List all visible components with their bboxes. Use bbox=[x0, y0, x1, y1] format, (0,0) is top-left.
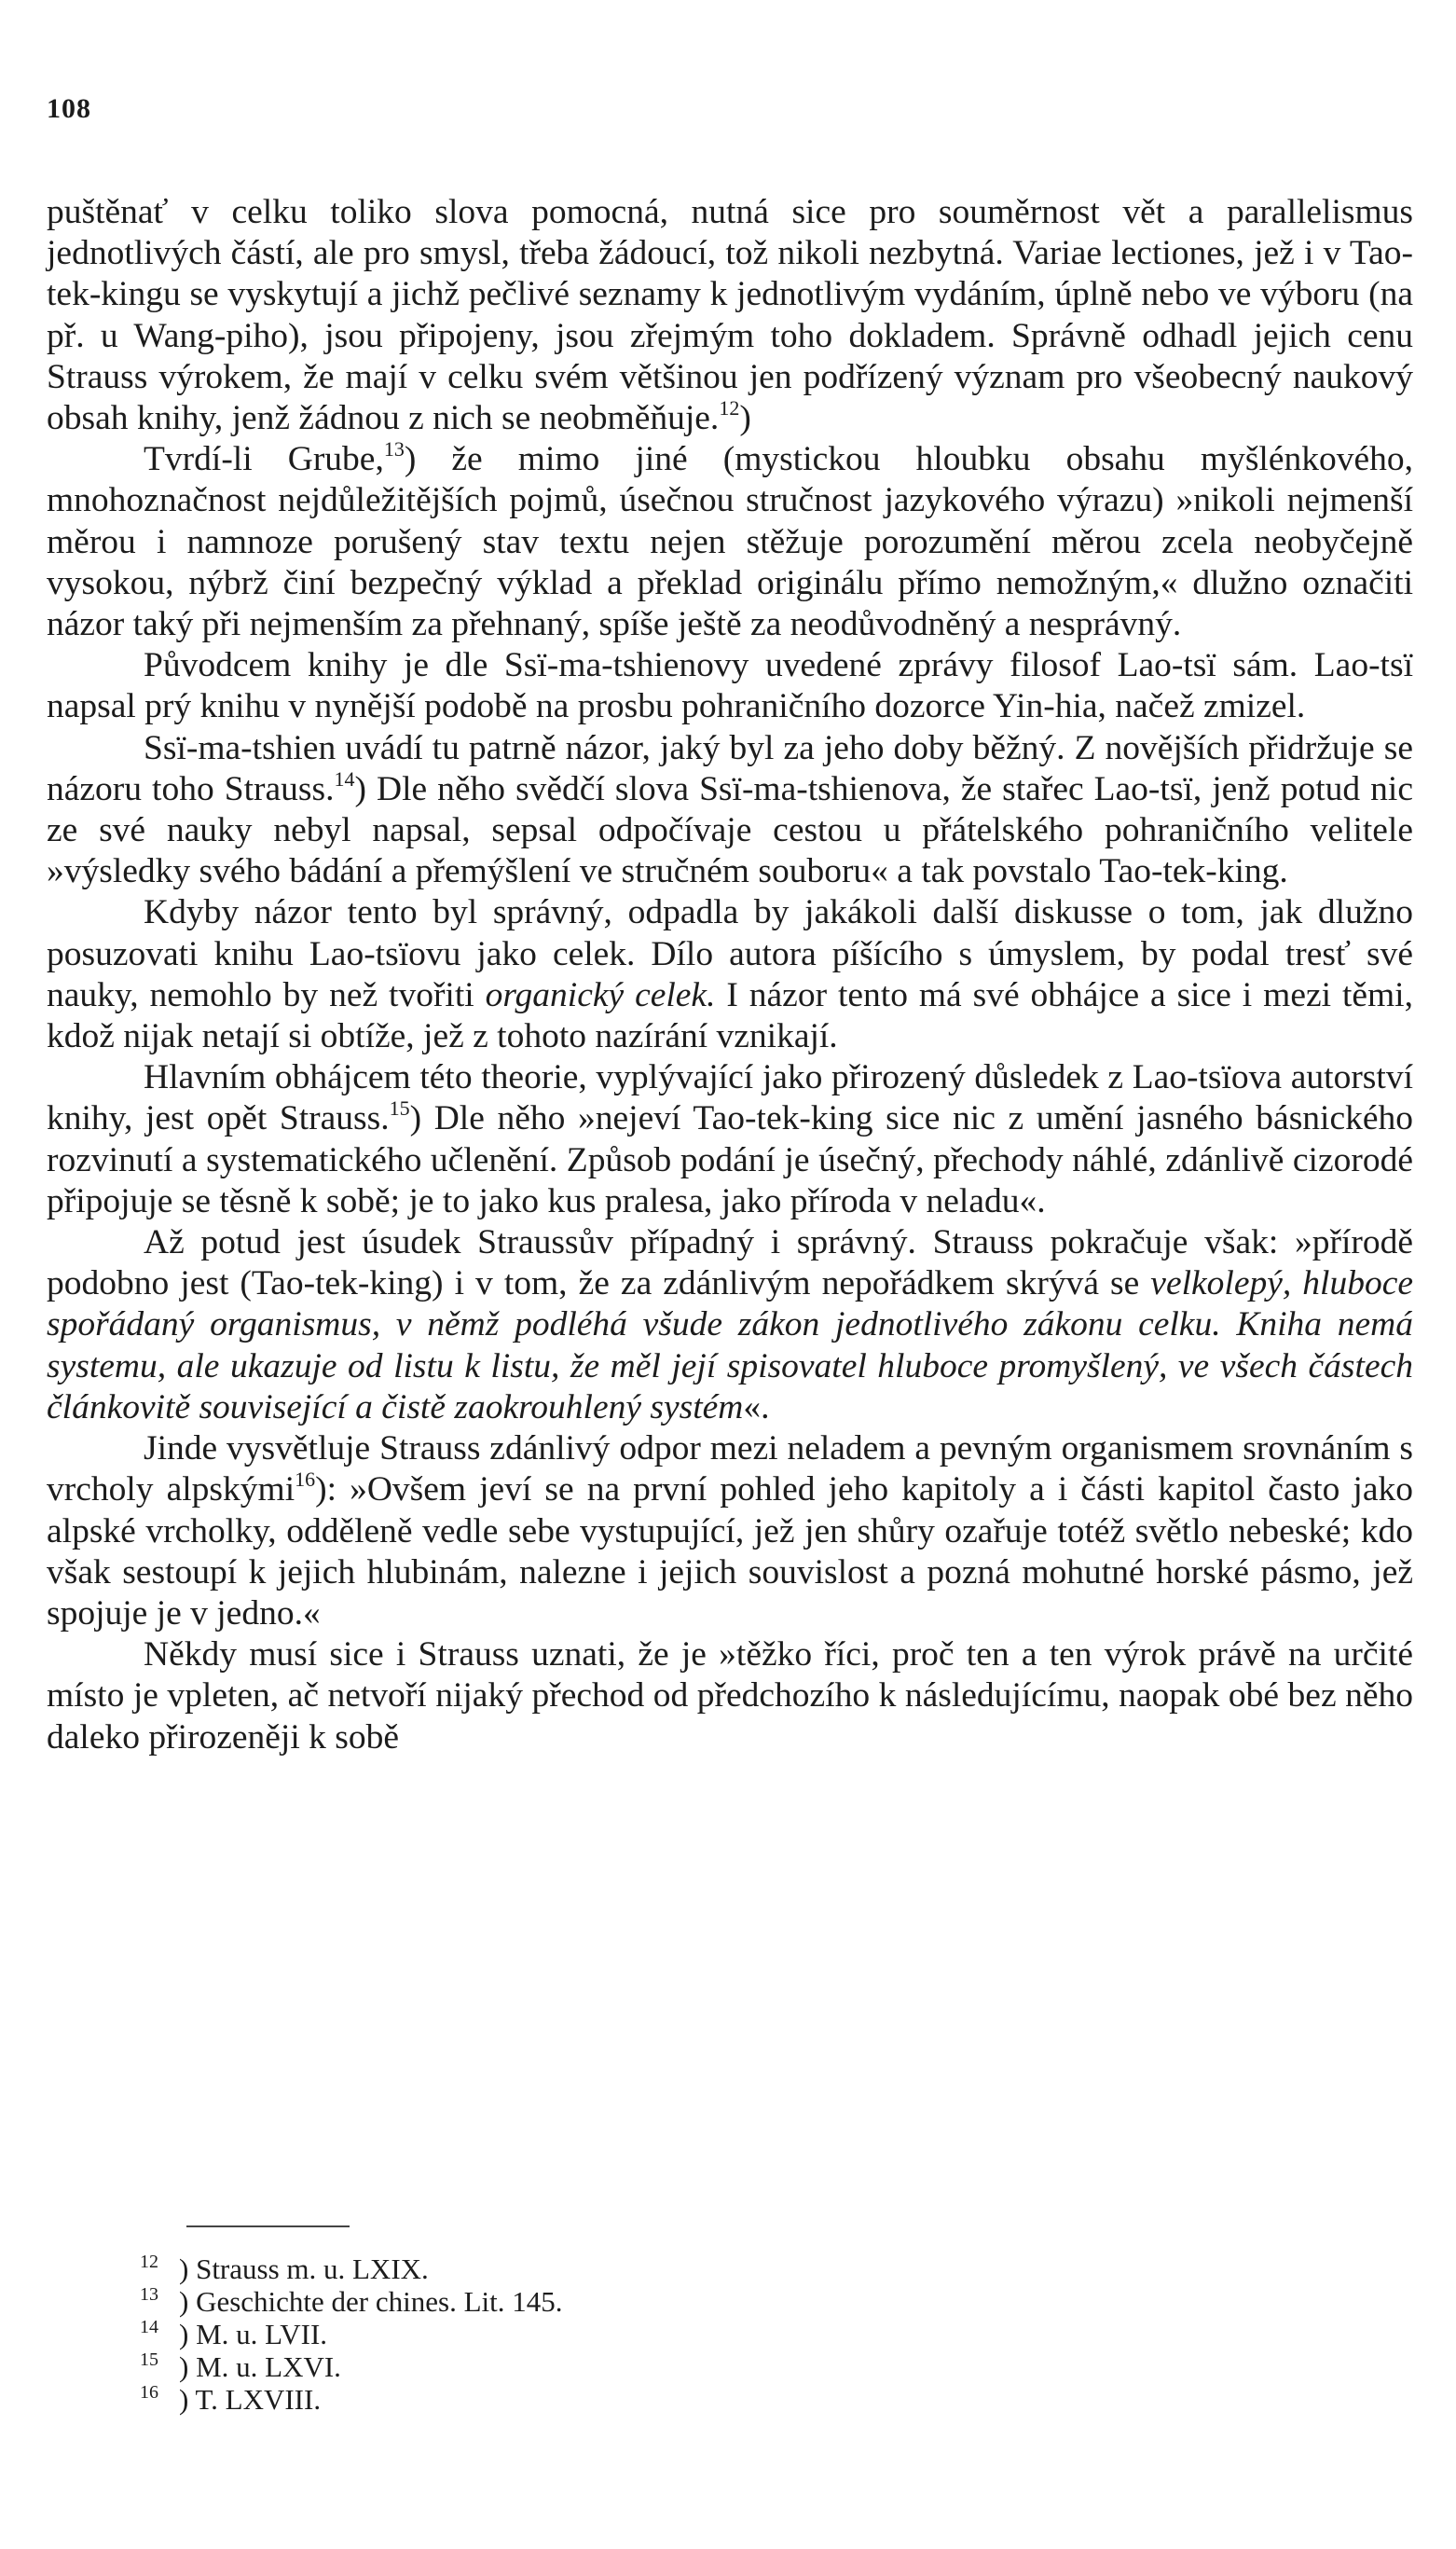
emphasis: velkolepý, hluboce spořádaný organismus, v němž podléhá všude zákon jednotlivého zákonu celku. Kniha nemá systemu, ale ukazuje od listu k listu, že měl její spisovatel hluboce promyšlený, ve všech částech článkovitě související a čistě zaokrouhlený systém bbox=[47, 1264, 1413, 1426]
footnote: 14 ) M. u. LVII. bbox=[140, 2317, 328, 2350]
footnote-ref: 15 bbox=[389, 1096, 410, 1121]
footnote: 16 ) T. LXVIII. bbox=[140, 2382, 322, 2416]
footnote-ref: 13 bbox=[383, 437, 405, 462]
paragraph: Ssï-ma-tshien uvádí tu patrně názor, jaký byl za jeho doby běžný. Z novějších přidržuje se názoru toho Strauss.$^{14}$) Dle něho svědčí slova Ssï-ma-tshienova, že stařec Lao-tsï, jenž potud nic ze své nauky nebyl napsal, sepsal odpočívaje cestou u přátelského pohraničního velitele »výsledky svého bádání a přemýšlení ve stručném souboru« a tak povstalo Tao-tek-king. bbox=[47, 728, 1413, 891]
paragraph: Jinde vysvětluje Strauss zdánlivý odpor mezi neladem a pevným organismem srovnáním s vrcholy alpskými$^{16}$): »Ovšem jeví se na první pohled jeho kapitoly a i části kapitol často jako alpské vrcholky, odděleně vedle sebe vystupující, jež jen shůry ozařuje totéž světlo nebeské; kdo však sestoupí k jejich hlubinám, nalezne i jejich souvislost a pozná mohutné horské pásmo, jež spojuje je v jedno.« bbox=[47, 1429, 1413, 1633]
paragraph: puštěnať v celku toliko slova pomocná, nutná sice pro souměrnost vět a parallelismus jednotlivých částí, ale pro smysl, třeba žádoucí, tož nikoli nezbytná. Variae lectiones, jež i v Tao-tek-kingu se vyskytují a jichž pečlivé seznamy k jednotlivým vydáním, úplně nebo ve výboru (na př. u Wang-piho), jsou připojeny, jsou zřejmým toho dokladem. Správně odhadl jejich cenu Strauss výrokem, že mají v celku svém většinou jen podřízený význam pro všeobecný naukový obsah knihy, jenž žádnou z nich se neobměňuje.$^{12}$) bbox=[47, 193, 1413, 438]
body-text bbox=[47, 192, 1413, 1758]
footnote-ref: 14 bbox=[334, 766, 355, 791]
paragraph: Tvrdí-li Grube,$^{13}$) že mimo jiné (mystickou hloubku obsahu myšlénkového, mnohoznačnost nejdůležitějších pojmů, úsečnou stručnost jazykového výrazu) »nikoli nejmenší měrou i namnoze porušený stav textu nejen stěžuje porozumění měrou zcela neobyčejně vysokou, nýbrž činí bezpečný výklad a překlad originálu přímo nemožným,« dlužno označiti názor taký při nejmenším za přehnaný, spíše ještě za neodůvodněný a nesprávný. bbox=[47, 437, 1413, 644]
footnote: 12 ) Strauss m. u. LXIX. bbox=[140, 2252, 429, 2285]
footnote-divider bbox=[186, 2225, 350, 2227]
paragraph: Hlavním obhájcem této theorie, vyplývající jako přirozený důsledek z Lao-tsïova autorství knihy, jest opět Strauss.$^{15}$) Dle něho »nejeví Tao-tek-king sice nic z umění jasného básnického rozvinutí a systematického učlenění. Způsob podání je úsečný, přechody náhlé, zdánlivě cizorodé připojuje se těsně k sobě; je to jako kus pralesa, jako příroda v neladu«. bbox=[47, 1058, 1413, 1220]
paragraph: Někdy musí sice i Strauss uznati, že je »těžko říci, proč ten a ten výrok právě na určité místo je vpleten, ač netvoří nijaký přechod od předchozího k následujícímu, naopak obé bez něho daleko přirozeněji k sobě bbox=[47, 1635, 1413, 1757]
footnotes bbox=[140, 2253, 979, 2416]
emphasis: organický celek. bbox=[485, 975, 716, 1014]
page-number: 108 bbox=[47, 93, 91, 124]
footnote: 15 ) M. u. LXVI. bbox=[140, 2349, 341, 2383]
footnote-ref: 12 bbox=[719, 396, 740, 420]
footnote-ref: 16 bbox=[295, 1467, 316, 1492]
paragraph: Kdyby názor tento byl správný, odpadla by jakákoli další diskusse o tom, jak dlužno posuzovati knihu Lao-tsïovu jako celek. Dílo autora píšícího s úmyslem, by podal tresť své nauky, nemohlo by než tvořiti organický celek. I názor tento má své obhájce a sice i mezi těmi, kdož nijak netají si obtíže, jež z tohoto nazírání vznikají. bbox=[47, 893, 1413, 1056]
paragraph: Až potud jest úsudek Straussův případný i správný. Strauss pokračuje však: »přírodě podobno jest (Tao-tek-king) i v tom, že za zdánlivým nepořádkem skrývá se velkolepý, hluboce spořádaný organismus, v němž podléhá všude zákon jednotlivého zákonu celku. Kniha nemá systemu, ale ukazuje od listu k listu, že měl její spisovatel hluboce promyšlený, ve všech částech článkovitě související a čistě zaokrouhlený systém«. bbox=[47, 1223, 1413, 1426]
paragraph: Původcem knihy je dle Ssï-ma-tshienovy uvedené zprávy filosof Lao-tsï sám. Lao-tsï napsal prý knihu v nynější podobě na prosbu pohraničního dozorce Yin-hia, načež zmizel. bbox=[47, 646, 1413, 726]
footnote: 13 ) Geschichte der chines. Lit. 145. bbox=[140, 2284, 563, 2318]
